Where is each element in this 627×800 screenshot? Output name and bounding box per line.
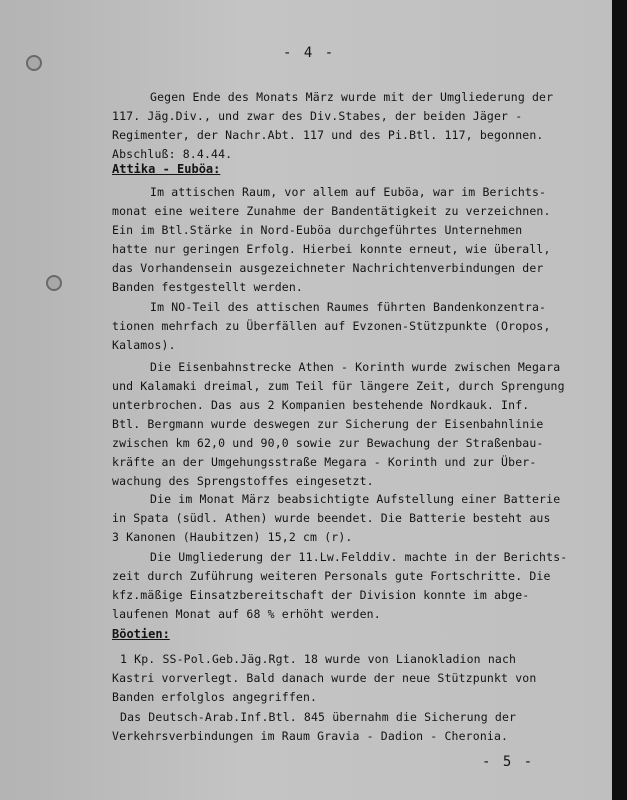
text-line: zeit durch Zuführung weiteren Personals gute Fortschritte. Die: [112, 569, 551, 583]
text-line: Btl. Bergmann wurde deswegen zur Sicherung der Eisenbahnlinie: [112, 417, 544, 431]
text-line: Regimenter, der Nachr.Abt. 117 und des Pi.Btl. 117, begonnen.: [112, 128, 544, 142]
text-line: Verkehrsverbindungen im Raum Gravia - Dadion - Cheronia.: [112, 729, 509, 743]
text-line: 3 Kanonen (Haubitzen) 15,2 cm (r).: [112, 530, 353, 544]
punch-hole-mark: [46, 275, 62, 291]
text-line: tionen mehrfach zu Überfällen auf Evzonen-Stützpunkte (Oropos,: [112, 319, 551, 333]
text-line: wachung des Sprengstoffes eingesetzt.: [112, 474, 374, 488]
section-heading-attika: Attika - Euböa:: [112, 162, 221, 176]
paragraph-batterie: [112, 490, 582, 547]
paragraph-ss-pol: [112, 650, 582, 707]
page-number-bottom: - 5 -: [482, 754, 535, 770]
text-line: Kalamos).: [112, 338, 176, 352]
paragraph-attika: [112, 183, 582, 297]
text-line: unterbrochen. Das aus 2 Kompanien bestehende Nordkauk. Inf.: [112, 398, 530, 412]
text-line: Im attischen Raum, vor allem auf Euböa, war im Berichts-: [150, 185, 547, 199]
text-line: Die Umgliederung der 11.Lw.Felddiv. machte in der Berichts-: [150, 550, 568, 564]
text-line: und Kalamaki dreimal, zum Teil für längere Zeit, durch Sprengung: [112, 379, 565, 393]
text-line: monat eine weitere Zunahme der Bandentätigkeit zu verzeichnen.: [112, 204, 551, 218]
text-line: 117. Jäg.Div., und zwar des Div.Stabes, der beiden Jäger -: [112, 109, 523, 123]
text-line: zwischen km 62,0 und 90,0 sowie zur Bewachung der Straßenbau-: [112, 436, 544, 450]
paragraph-eisenbahnstrecke: [112, 358, 582, 491]
text-line: Im NO-Teil des attischen Raumes führten Bandenkonzentra-: [150, 300, 547, 314]
text-line: hatte nur geringen Erfolg. Hierbei konnte erneut, wie überall,: [112, 242, 551, 256]
text-line: Ein im Btl.Stärke in Nord-Euböa durchgeführtes Unternehmen: [112, 223, 523, 237]
text-line: Banden erfolglos angegriffen.: [112, 690, 318, 704]
paragraph-umgliederung: [112, 88, 582, 164]
paragraph-deutsch-arab: [112, 708, 582, 746]
text-line: Gegen Ende des Monats März wurde mit der Umgliederung der: [150, 90, 554, 104]
section-heading-boeotien: Böotien:: [112, 627, 170, 641]
text-line: Das Deutsch-Arab.Inf.Btl. 845 übernahm die Sicherung der: [120, 710, 517, 724]
punch-hole-mark: [26, 55, 42, 71]
text-line: in Spata (südl. Athen) wurde beendet. Die Batterie besteht aus: [112, 511, 551, 525]
text-line: Kastri vorverlegt. Bald danach wurde der neue Stützpunkt von: [112, 671, 537, 685]
text-line: Banden festgestellt werden.: [112, 280, 303, 294]
text-line: 1 Kp. SS-Pol.Geb.Jäg.Rgt. 18 wurde von Lianokladion nach: [120, 652, 517, 666]
text-line: Die im Monat März beabsichtigte Aufstellung einer Batterie: [150, 492, 561, 506]
text-line: laufenen Monat auf 68 % erhöht werden.: [112, 607, 381, 621]
paragraph-no-teil: [112, 298, 582, 355]
text-line: Abschluß: 8.4.44.: [112, 147, 233, 161]
text-line: Die Eisenbahnstrecke Athen - Korinth wurde zwischen Megara: [150, 360, 561, 374]
scan-edge: [612, 0, 627, 800]
text-line: kfz.mäßige Einsatzbereitschaft der Division konnte im abge-: [112, 588, 530, 602]
text-line: das Vorhandensein ausgezeichneter Nachrichtenverbindungen der: [112, 261, 544, 275]
page-number-top: - 4 -: [283, 45, 336, 61]
paragraph-felddiv: [112, 548, 582, 624]
text-line: kräfte an der Umgehungsstraße Megara - Korinth und zur Über-: [112, 455, 537, 469]
